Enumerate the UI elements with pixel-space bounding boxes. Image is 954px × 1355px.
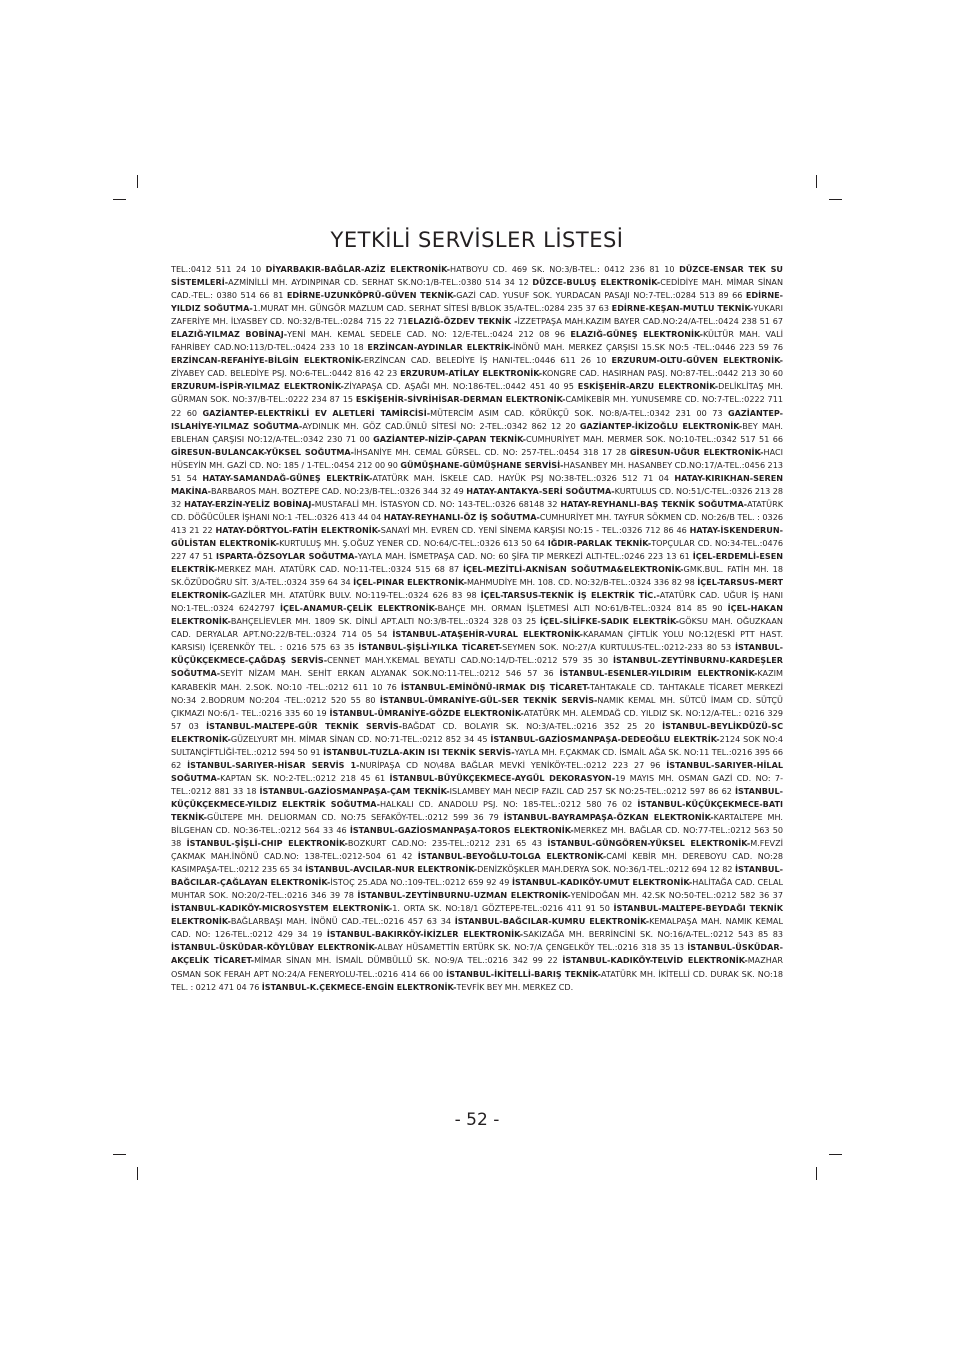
- service-details: KARAMAN ÇİFTLİK YOLU NO:12(ESKİ PTT HAST. KARSISI) İÇERENKÖY TEL. : 0216 575 63 35: [171, 629, 784, 653]
- service-details: GÜZELYURT MH. MİMAR SİNAN CD. NO:71-TEL.:0212 852 34 45: [230, 733, 491, 744]
- service-name: DİYARBAKIR-BAĞLAR-AZİZ ELEKTRONİK-: [265, 264, 451, 274]
- service-details: ATATÜRK CAD. UĞUR İŞ HANI NO:1-TEL.:0324 6242797: [171, 590, 783, 614]
- service-name: GİRESUN-BULANCAK-YÜKSEL SOĞUTMA-: [171, 446, 355, 457]
- service-name: EDİRNE-YILDIZ SOĞUTMA-: [171, 290, 784, 314]
- service-details: YAYLA MH. F.ÇAKMAK CD. İSMAİL AĞA SK. NO:11 TEL.:0216 395 66 62: [171, 746, 783, 770]
- service-details: YENİ MAH. KEMAL SEDELE CAD. NO: 12/E-TEL.:0424 212 08 96: [287, 329, 571, 340]
- crop-mark-bottom-right-vertical: [816, 1167, 817, 1180]
- service-name: ESKİŞEHİR-ARZU ELEKTRONİK-: [577, 381, 719, 392]
- service-details: BAĞDAT CD. BOLAYIR SK. NO:3/A-TEL.:0216 352 25 20: [402, 720, 663, 731]
- service-details: CEDİDİYE MAH. MİMAR SİNAN CAD.-TEL.: 0380 514 66 81: [171, 277, 784, 301]
- service-name: ERZİNCAN-AYDINLAR ELEKTRİK-: [367, 342, 513, 353]
- service-name: İSTANBUL-AVCILAR-NUR ELEKTRONİK-: [305, 864, 478, 875]
- service-name: İÇEL-HAKAN ELEKTRONİK-: [171, 603, 783, 627]
- service-details: MİMAR SİNAN MH. İSMAİL DÜMBÜLLÜ SK. NO:9/A TEL.:0216 342 99 22: [254, 955, 563, 966]
- service-details: 1. ORTA SK. NO:18/1 GÖZTEPE-TEL.:0216 411 91 50: [392, 903, 614, 914]
- service-name: İSTANBUL-GAZİOSMANPAŞA-TOROS ELEKTRONİK-: [349, 825, 574, 836]
- service-details: İZZETPAŞA MAH.KAZIM BAYER CAD.NO:24/A-TEL.:0424 238 51 67: [517, 316, 783, 327]
- service-details: ATATÜRK MH. ALEMDAĞ CD. YILDIZ SK. NO:12/A-TEL.: 0216 329 57 03: [171, 707, 783, 731]
- service-details: KEMALPAŞA MAH. NAMIK KEMAL CAD. NO: 126-TEL.:0212 429 34 19: [171, 916, 783, 940]
- service-list-text: [171, 263, 783, 994]
- service-name: ERZURUM-ATİLAY ELEKTRONİK-: [400, 368, 543, 379]
- crop-mark-top-left-horizontal: [113, 199, 126, 200]
- service-details: HALİTAĞA CAD. CELAL MUHTAR SOK. NO:20/2-TEL.:0216 346 39 78: [171, 877, 784, 901]
- service-name: HATAY-ERZİN-YELİZ BOBİNAJ-: [184, 498, 315, 509]
- service-name: EDİRNE-KEŞAN-MUTLU TEKNİK-: [611, 303, 754, 314]
- service-name: İSTANBUL-KADIKÖY-TELVİD ELEKTRONİK-: [562, 955, 748, 966]
- service-name: İÇEL-MEZİTLİ-AKNİSAN SOĞUTMA&ELEKTRONİK-: [463, 564, 684, 575]
- service-details: ATATÜRK MAH. İSKELE CAD. HAYÜK PSJ NO:38-TEL.:0326 512 71 04: [372, 472, 675, 483]
- service-details: CUMHURİYET MH. TAYFUR SÖKMEN CD. NO:26/B TEL. : 0326 413 21 22: [171, 511, 783, 535]
- service-name: İSTANBUL-İKİTELLİ-BARIŞ TEKNİK-: [446, 968, 601, 979]
- service-details: BAĞLARBAŞI MAH. İNÖNÜ CAD.-TEL.:0216 457 63 34: [230, 916, 455, 927]
- service-name: İSTANBUL-ZEYTİNBURNU-KARDEŞLER SOĞUTMA-: [171, 655, 783, 679]
- service-details: TAHTAKALE CD. TAHTAKALE TİCARET MERKEZİ NO:34 2.BODRUM NO:204 -TEL.:0212 520 55 80: [171, 681, 783, 705]
- service-details: GMK.BUL. FATİH MH. 18 SK.ÖZÜDOĞRU SİT. 3/A-TEL.:0324 359 64 34: [171, 564, 783, 588]
- service-details: SEYMEN SOK. NO:27/A KURTULUS-TEL.:0212-233 80 53: [502, 642, 735, 653]
- service-details: HACI HÜSEYİN MH. GAZİ CD. NO: 185 / 1-TEL.:0454 212 00 90: [171, 446, 784, 470]
- service-name: GAZİANTEP-ELEKTRİKLİ EV ALETLERİ TAMİRCİSİ-: [202, 407, 431, 418]
- service-name: İÇEL-SİLİFKE-SADIK ELEKTRİK-: [540, 616, 679, 627]
- service-details: YENİDOĞAN MH. 42.SK NO:50-TEL.:0212 582 36 37: [570, 890, 783, 901]
- service-details: HATBOYU CD. 469 SK. NO:3/B-TEL.: 0412 236 81 10: [450, 264, 680, 274]
- service-details: ATATÜRK CD. DÖĞÜCÜLER İŞHANI NO:1 -TEL.:0326 413 44 04: [171, 498, 784, 522]
- service-name: İÇEL-TARSUS-TEKNİK İŞ ELEKTRİK TİC.-: [480, 590, 660, 601]
- service-details: M.FEVZİ ÇAKMAK MAH.İNÖNÜ CAD.NO: 138-TEL.:0212-504 61 42: [171, 838, 783, 862]
- service-details: TEVFİK BEY MH. MERKEZ CD.: [456, 981, 574, 992]
- service-name: İSTANBUL-GAZİOSMANPAŞA-ÇAM TEKNİK-: [259, 785, 450, 796]
- page-number: - 52 -: [454, 1110, 500, 1130]
- service-name: İÇEL-PINAR ELEKTRONİK-: [353, 577, 467, 588]
- service-name: İSTANBUL-BAĞCILAR-KUMRU ELEKTRONİK-: [454, 916, 650, 927]
- service-details: TEL.:0412 511 24 10: [171, 264, 266, 274]
- service-details: BAHÇE MH. ORMAN İŞLETMESİ ALTI NO:61/B-TEL.:0324 814 85 90: [437, 603, 728, 614]
- crop-mark-bottom-left-vertical: [137, 1167, 138, 1180]
- service-details: DELİKLİTAŞ MH. GÜRMAN SOK. NO:37/B-TEL.:0222 234 87 15: [171, 381, 783, 405]
- service-details: MAZHAR OSMAN SOK FERAH APT NO:24/A FENERYOLU-TEL.:0216 414 66 00: [171, 955, 783, 979]
- service-name: GÜMÜŞHANE-GÜMÜŞHANE SERVİSİ-: [400, 459, 564, 470]
- service-name: ISPARTA-ÖZSOYLAR SOĞUTMA-: [216, 551, 358, 562]
- service-details: MAHMUDİYE MH. 108. CD. NO:32/B-TEL.:0324 336 82 98: [466, 577, 698, 588]
- service-name: İSTANBUL-BÜYÜKÇEKMECE-AYGÜL DEKORASYON-: [389, 772, 616, 783]
- service-details: İNÖNÜ MAH. MERKEZ ÇARŞISI 15.SK NO:5 -TEL.:0446 223 59 76: [512, 342, 783, 353]
- crop-mark-top-right-horizontal: [829, 199, 842, 200]
- service-details: GÖKSU MAH. OĞUZKAAN CAD. DERYALAR APT.NO:22/B-TEL.:0324 714 05 54: [171, 616, 783, 640]
- service-name: DÜZCE-BULUŞ ELEKTRONİK-: [532, 277, 661, 288]
- service-name: ELAZIĞ-GÜNEŞ ELEKTRONİK-: [570, 329, 703, 340]
- service-details: TOPÇULAR CD. NO:34-TEL.:0476 227 47 51: [171, 537, 783, 562]
- service-details: BEY MAH. EBLEHAN ÇARŞISI NO:12/A-TEL.:0342 230 71 00: [171, 420, 783, 444]
- service-name: İÇEL-ERDEMLİ-ESEN ELEKTRİK-: [171, 551, 783, 575]
- service-name: İSTANBUL-ZEYTİNBURNU-UZMAN ELEKTRONİK-: [357, 890, 571, 901]
- service-details: SANAYİ MH. EVREN CD. YENİ SİNEMA KARŞISI NO:15 - TEL.:0326 712 86 46: [380, 524, 690, 535]
- service-name: ERZİNCAN-REFAHİYE-BİLGİN ELEKTRONİK-: [171, 355, 364, 366]
- service-name: ERZURUM-İSPİR-YILMAZ ELEKTRONİK-: [171, 381, 344, 392]
- service-details: BOZKURT CAD.NO: 235-TEL.:0212 231 65 43: [347, 838, 548, 849]
- service-name: ESKİŞEHİR-SİVRİHİSAR-DERMAN ELEKTRONİK-: [355, 394, 566, 405]
- service-details: SEYİT NİZAM MAH. SEHİT ERKAN ALYANAK SOK.NO:11-TEL.:0212 546 57 36: [220, 668, 560, 679]
- service-name: İSTANBUL-BEYLİKDÜZÜ-SC ELEKTRONİK-: [171, 720, 784, 744]
- service-details: AZMİNİLLİ MH. AYDINPINAR CD. SERHAT SK.NO:1/B-TEL.:0380 514 34 12: [228, 277, 533, 288]
- service-name: İSTANBUL-GÜNGÖREN-YÜKSEL ELEKTRONİK-: [547, 838, 751, 849]
- service-name: İSTANBUL-KÜÇÜKÇEKMECE-BATI TEKNİK-: [171, 798, 783, 822]
- service-name: İSTANBUL-ŞİŞLİ-YILKA TİCARET-: [358, 642, 503, 653]
- service-details: 1.MURAT MH. GÜNGÖR MAZLUM CAD. SERHAT SİTESİ B/BLOK 35/A-TEL.:0284 235 37 63: [252, 303, 612, 314]
- service-name: İSTANBUL-EMİNÖNÜ-IRMAK DIŞ TİCARET-: [400, 681, 590, 692]
- service-details: MERKEZ MAH. ATATÜRK CAD. NO:11-TEL.:0324 515 68 87: [217, 564, 464, 575]
- service-name: ELAZIĞ-ÖZDEV TEKNİK -: [407, 316, 518, 327]
- service-name: İSTANBUL-KÜÇÜKÇEKMECE-YILDIZ ELEKTRİK SOĞUTMA-: [171, 785, 783, 809]
- crop-mark-top-left-vertical: [137, 175, 138, 188]
- service-details: DENİZKÖŞKLER MAH.DERYA SOK. NO:36/1-TEL.:0212 694 12 82: [477, 864, 735, 875]
- service-name: İSTANBUL-ŞİŞLİ-CHIP ELEKTRONİK-: [186, 838, 348, 849]
- service-details: ERZİNCAN CAD. BELEDİYE İŞ HANI-TEL.:0446 611 26 10: [363, 355, 612, 366]
- service-details: ATATÜRK MH. İKİTELLİ CD. DURAK SK. NO:18 TEL. : 0212 471 04 76: [171, 968, 783, 992]
- service-name: HATAY-REYHANLI-ÖZ İŞ SOĞUTMA-: [383, 511, 540, 522]
- service-details: CENNET MAH.Y.KEMAL BEYATLI CAD.NO:14/D-TEL.:0212 579 35 30: [327, 655, 613, 666]
- service-name: İÇEL-ANAMUR-ÇELİK ELEKTRONİK-: [280, 603, 438, 614]
- service-details: NURİPAŞA CD NO\48A BAĞLAR MEVKİ YENİKÖY-TEL.:0212 223 27 96: [359, 759, 667, 770]
- service-details: CAMİKEBİR MH. YUNUSEMRE CD. NO:7-TEL.:0222 711 22 60: [171, 394, 784, 418]
- service-details: SAKIZAĞA MH. BERRİNCİNİ SK. NO:16/A-TEL.:0212 543 85 83: [523, 929, 783, 940]
- service-details: MUSTAFALİ MH. İSTASYON CD. NO: 143-TEL.:0326 68148 32: [314, 498, 561, 509]
- service-details: KAZIM KARABEKİR MAH. 2.SOK. NO:10 -TEL.:0212 611 10 76: [171, 668, 783, 692]
- service-details: GÜLTEPE MH. DELIORMAN CD. NO:75 SEFAKÖY-TEL.:0212 599 36 79: [207, 811, 504, 822]
- service-name: HATAY-ANTAKYA-SERİ SOĞUTMA-: [466, 485, 615, 496]
- service-details: 2124 SOK NO:4 SULTANÇİFTLİĞİ-TEL.:0212 594 50 91: [171, 733, 783, 757]
- service-name: İSTANBUL-SARIYER-HİLAL SOĞUTMA-: [171, 759, 784, 783]
- service-details: KARTALTEPE MH. BİLGEHAN CD. NO:36-TEL.:0212 564 33 46: [171, 811, 783, 836]
- service-name: İSTANBUL-K.ÇEKMECE-ENGİN ELEKTRONİK-: [261, 981, 457, 992]
- service-name: İSTANBUL-KADIKÖY-UMUT ELEKTRONİK-: [512, 877, 693, 888]
- service-details: KAPTAN SK. NO:2-TEL.:0212 218 45 61: [220, 772, 390, 783]
- service-name: İSTANBUL-ÜSKÜDAR-KÖYLÜBAY ELEKTRONİK-: [171, 942, 378, 953]
- service-name: İSTANBUL-ÜSKÜDAR-AKÇELİK TİCARET-: [171, 942, 783, 966]
- service-name: İSTANBUL-BEYOĞLU-TOLGA ELEKTRONİK-: [417, 851, 607, 862]
- service-details: ISLAMBEY MAH NECIP FAZIL CAD 257 SK NO:25-TEL.:0212 597 86 62: [449, 785, 735, 796]
- service-details: BAHÇELİEVLER MH. 1809 SK. DİNLİ APT.ALTI NO:3/B-TEL.:0324 328 03 25: [230, 616, 541, 627]
- service-name: İSTANBUL-ESENLER-YILDIRIM ELEKTRONİK-: [559, 668, 758, 679]
- service-name: İSTANBUL-KADIKÖY-MICROSYSTEM ELEKTRONİK-: [171, 903, 393, 914]
- service-details: CAMİ KEBİR MH. DEREBOYU CAD. NO:28 KASIMPAŞA-TEL.:0212 235 65 34: [171, 851, 784, 875]
- service-details: KONGRE CAD. HASIRHAN PASJ. NO:87-TEL.:0442 213 30 60: [542, 368, 783, 379]
- service-name: İSTANBUL-BAĞCILAR-ÇAĞLAYAN ELEKTRONİK-: [171, 864, 783, 888]
- service-details: YAYLA MAH. İSMETPAŞA CAD. NO: 60 ŞİFA TIP MERKEZİ ALTI-TEL.:0246 223 13 61: [357, 551, 693, 562]
- service-name: İSTANBUL-SARIYER-HİSAR SERVİS 1-: [187, 759, 360, 770]
- service-name: İSTANBUL-KÜÇÜKÇEKMECE-ÇAĞDAŞ SERVİS-: [171, 642, 783, 666]
- service-name: HATAY-REYHANLI-BAŞ TEKNİK SOĞUTMA-: [560, 498, 748, 509]
- service-details: KÜLTÜR MAH. VALİ FAHRİBEY CAD.NO:113/D-TEL.:0424 233 10 18: [171, 329, 783, 353]
- crop-mark-top-right-vertical: [816, 175, 817, 188]
- service-name: HATAY-KIRIKHAN-SEREN MAKİNA-: [171, 472, 783, 496]
- service-details: KURTULUS CD. NO:51/C-TEL.:0326 213 28 32: [171, 485, 784, 509]
- service-details: ZİYABEY CAD. BELEDİYE PSJ. NO:6-TEL.:0442 816 42 23: [171, 368, 401, 379]
- service-name: İSTANBUL-MALTEPE-GÜR TEKNİK SERVİS-: [206, 720, 403, 731]
- service-details: YUKARI ZAFERİYE MH. İLYASBEY CD. NO:32/B-TEL.:0284 715 22 71: [171, 303, 784, 327]
- crop-mark-bottom-left-horizontal: [113, 1154, 126, 1155]
- page-title: YETKİLİ SERVİSLER LİSTESİ: [330, 228, 624, 252]
- service-details: NAMIK KEMAL MH. SÜTCÜ İMAM CD. SÜTÇÜ ÇIKMAZI NO:6/1- TEL.:0216 335 60 19: [171, 694, 783, 718]
- service-name: İSTANBUL-ÜMRANİYE-GÖZDE ELEKTRONİK-: [329, 707, 524, 718]
- service-name: HATAY-İSKENDERUN-GÜLİSTAN ELEKTRONİK-: [171, 524, 783, 548]
- service-name: GAZİANTEP-NİZİP-ÇAPAN TEKNİK-: [373, 433, 527, 444]
- service-name: ELAZIĞ-YILMAZ BOBİNAJ-: [171, 329, 288, 340]
- service-name: GAZİANTEP-İKİZOĞLU ELEKTRONİK-: [579, 420, 743, 431]
- service-details: HALKALI CD. ANADOLU PSJ. NO: 185-TEL.:0212 580 76 02: [379, 798, 638, 809]
- service-name: HATAY-SAMANDAĞ-GÜNEŞ ELEKTRİK-: [202, 472, 373, 483]
- service-name: DÜZCE-ENSAR TEK SU SİSTEMLERİ-: [171, 264, 783, 288]
- crop-mark-bottom-right-horizontal: [829, 1154, 842, 1155]
- service-details: AYDINLIK MH. GÖZ CAD.ÜNLÜ SİTESİ NO: 2-TEL.:0342 862 12 20: [302, 420, 580, 431]
- service-details: İHSANİYE MH. CEMAL GÜRSEL. CD. NO: 257-TEL.:0454 318 17 28: [354, 446, 630, 457]
- service-details: CUMHURİYET MAH. MERMER SOK. NO:10-TEL.:0342 517 51 66: [526, 433, 784, 444]
- service-name: İSTANBUL-MALTEPE-BEYDAĞI TEKNİK ELEKTRONİK-: [171, 903, 783, 927]
- service-details: BARBAROS MAH. BOZTEPE CAD. NO:23/B-TEL.:0326 344 32 49: [211, 485, 467, 496]
- service-name: HATAY-DÖRTYOL-FATİH ELEKTRONİK-: [215, 524, 381, 535]
- service-details: ZİYAPAŞA CD. AŞAĞI MH. NO:186-TEL.:0442 451 40 95: [343, 381, 578, 392]
- service-details: KURTULUŞ MH. Ş.OĞUZ YENER CD. NO:64/C-TEL.:0326 613 50 64: [279, 537, 548, 548]
- service-name: GAZİANTEP-ISLAHİYE-YILMAZ SOĞUTMA-: [171, 407, 783, 431]
- service-name: İSTANBUL-GAZİOSMANPAŞA-DEDEOĞLU ELEKTRİK-: [490, 733, 720, 744]
- service-name: IĞDIR-PARLAK TEKNİK-: [547, 537, 652, 548]
- service-name: İSTANBUL-ATAŞEHİR-VURAL ELEKTRONİK-: [392, 629, 583, 640]
- service-name: İSTANBUL-ÜMRANİYE-GÜL-SER TEKNİK SERVİS-: [379, 694, 598, 705]
- service-details: 19 MAYIS MH. OSMAN GAZİ CD. NO: 7-TEL.:0212 881 33 18: [171, 772, 783, 796]
- service-name: EDİRNE-UZUNKÖPRÜ-GÜVEN TEKNİK-: [286, 290, 457, 301]
- service-name: GİRESUN-UĞUR ELEKTRONİK-: [629, 446, 764, 457]
- service-name: İSTANBUL-BAYRAMPAŞA-ÖZKAN ELEKTRONİK-: [503, 811, 714, 822]
- service-details: HASANBEY MH. HASANBEY CD.NO:17/A-TEL.:0456 213 51 54: [171, 459, 783, 483]
- service-details: İSTOÇ 25.ADA NO.:109-TEL.:0212 659 92 49: [330, 877, 513, 888]
- service-name: ERZURUM-OLTU-GÜVEN ELEKTRONİK-: [611, 355, 784, 366]
- service-name: İSTANBUL-TUZLA-AKIN ISI TEKNİK SERVİS-: [323, 746, 515, 757]
- service-details: ALBAY HÜSAMETTİN ERTÜRK SK. NO:7/A ÇENGELKÖY TEL.:0216 318 35 13: [377, 942, 688, 953]
- service-details: MERKEZ MH. BAĞLAR CD. NO:77-TEL.:0212 563 50 38: [171, 825, 784, 849]
- service-details: MÜTERCİM ASIM CAD. KÖRÜKÇÜ SOK. NO:8/A-TEL.:0342 231 00 73: [430, 407, 728, 418]
- service-details: GAZİLER MH. ATATÜRK BULV. NO:119-TEL.:0324 626 83 98: [230, 590, 481, 601]
- service-name: İÇEL-TARSUS-MERT ELEKTRONİK-: [171, 577, 783, 601]
- service-name: İSTANBUL-BAKIRKÖY-İKİZLER ELEKTRONİK-: [326, 929, 524, 940]
- service-details: GAZİ CAD. YUSUF SOK. YURDACAN PASAJI NO:7-TEL.:0284 513 89 66: [456, 290, 746, 301]
